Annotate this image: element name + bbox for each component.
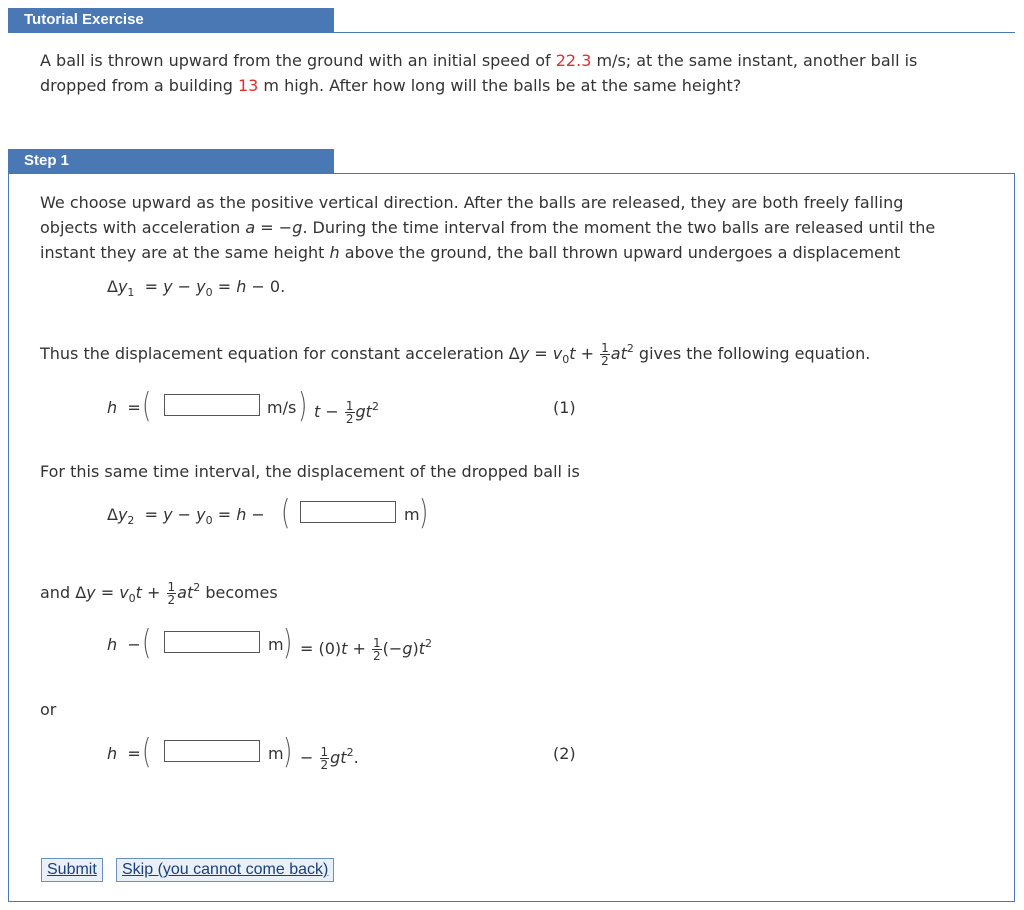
step-para-4: and $\Delta y = v_0t$ + $\frac{1}{2}$ $at^2$ becomes — [40, 580, 278, 607]
dy2-unit: m — [404, 505, 420, 524]
eq2-close-paren: ) — [282, 732, 293, 772]
tutorial-title: Tutorial Exercise — [8, 8, 334, 32]
dy2-height-input[interactable] — [300, 501, 396, 523]
eq2-lhs: h = — [107, 744, 141, 763]
eq1-unit: m/s — [267, 398, 297, 417]
skip-button[interactable]: Skip (you cannot come back) — [116, 858, 334, 882]
step-para-3: For this same time interval, the displacement of the dropped ball is — [40, 462, 580, 481]
equation-dy2: $\Delta y_2 = y - y_0 = h$ − — [107, 505, 265, 527]
eq-becomes-lhs: h − — [107, 635, 141, 654]
step-para-1-line-1: We choose upward as the positive vertical direction. After the balls are released, they are both freely falling — [40, 193, 904, 212]
eq-becomes-height-input[interactable] — [164, 631, 260, 653]
or-label: or — [40, 700, 57, 719]
eq2-height-input[interactable] — [164, 740, 260, 762]
tutorial-divider — [8, 32, 1015, 33]
eq-becomes-unit: m — [268, 635, 284, 654]
step-para-1-line-3: instant they are at the same height h above the ground, the ball thrown upward undergoes a displacement — [40, 243, 901, 262]
submit-button[interactable]: Submit — [41, 858, 103, 882]
step-para-2: Thus the displacement equation for constant acceleration $\Delta y = v_0t$ + $\frac{1}{2}$ $at^2$ gives the following equation. — [40, 341, 871, 368]
eq-becomes-close-paren: ) — [282, 623, 293, 663]
step-title: Step 1 — [8, 149, 334, 173]
eq1-close-paren: ) — [297, 386, 308, 426]
eq-becomes-open-paren: ( — [141, 623, 152, 663]
problem-line-1: A ball is thrown upward from the ground with an initial speed of 22.3 m/s; at the same instant, another ball is — [40, 51, 918, 70]
equation-dy1: $\Delta y_1 = y - y_0 = h - 0$. — [107, 277, 286, 299]
dy2-open-paren: ( — [280, 493, 291, 533]
step-para-1-line-2: objects with acceleration a = −g. During the time interval from the moment the two balls are released until the — [40, 218, 936, 237]
eq1-lhs: h = — [107, 398, 141, 417]
eq2-label: (2) — [553, 744, 576, 763]
eq1-rhs: t − $\frac{1}{2}$ $gt^2$ — [314, 399, 379, 426]
eq2-unit: m — [268, 744, 284, 763]
eq1-label: (1) — [553, 398, 576, 417]
problem-line-2: dropped from a building 13 m high. After how long will the balls be at the same height? — [40, 76, 742, 95]
eq2-rhs: − $\frac{1}{2}$ $gt^2$. — [300, 745, 359, 772]
speed-value: 22.3 — [555, 51, 592, 70]
eq2-open-paren: ( — [141, 732, 152, 772]
height-value: 13 — [237, 76, 259, 95]
dy2-close-paren: ) — [418, 493, 429, 533]
eq-becomes-rhs: = (0)t + $\frac{1}{2}$ $(-g)t^2$ — [300, 636, 432, 663]
eq1-velocity-input[interactable] — [164, 394, 260, 416]
eq1-open-paren: ( — [141, 386, 152, 426]
